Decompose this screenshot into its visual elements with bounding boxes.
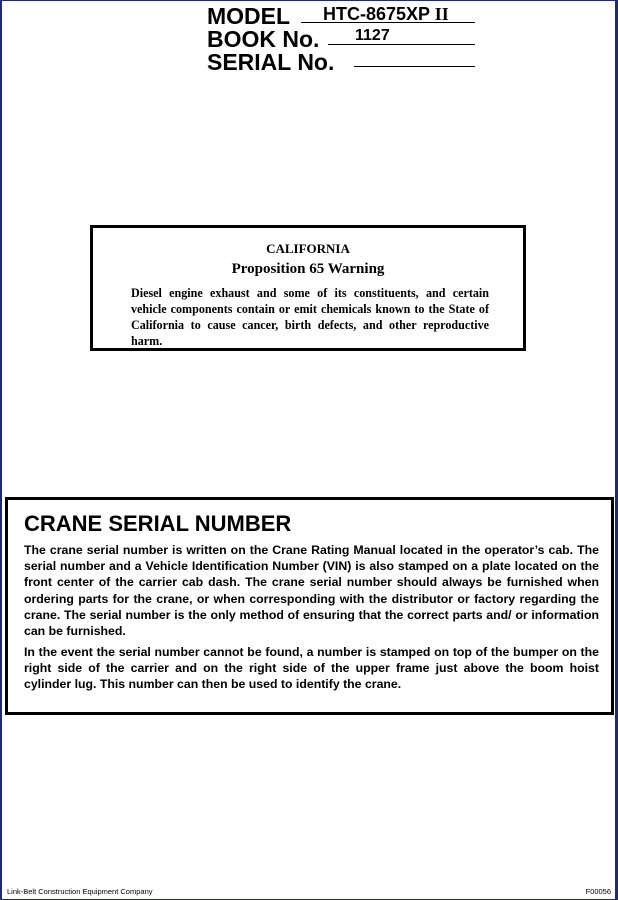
footer-code: F00056 [585, 887, 611, 896]
prop65-subtitle: Proposition 65 Warning [231, 261, 385, 277]
model-value [323, 4, 449, 25]
prop65-body: Diesel engine exhaust and some of its constituents, and certain vehicle components contain or emit chemicals known to the State of California to cause cancer, birth defects, and other reproductive harm. [131, 286, 489, 348]
prop65-title: CALIFORNIA [266, 241, 350, 256]
crane-serial-number-box [5, 497, 614, 715]
model-suffix: II [434, 4, 449, 24]
crane-serial-heading: CRANE SERIAL NUMBER [24, 511, 292, 536]
model-label: MODEL [207, 3, 291, 29]
serial-label: SERIAL No. [207, 49, 335, 75]
footer-company: Link-Belt Construction Equipment Company [7, 887, 153, 896]
serial-row [207, 49, 334, 75]
book-value: 1127 [355, 27, 390, 44]
model-number: HTC-8675XP [323, 4, 430, 24]
crane-serial-paragraph-1: The crane serial number is written on the Crane Rating Manual located in the operator’s cab. The serial number and a Vehicle Identification Number (VIN) is also stamped on a plate located on the front center of the carrier cab dash. The crane serial number should always be furnished when ordering parts for the crane, or when corresponding with the distributor or factory regarding the crane. The serial number is the only method of ensuring that the correct parts and/ or information can be furnished. [24, 543, 599, 639]
prop65-warning-box [90, 225, 526, 351]
crane-serial-paragraph-2: In the event the serial number cannot be found, a number is stamped on top of the bumper on the right side of the carrier and on the right side of the upper frame just above the boom hoist cylinder lug. This number can then be used to identify the crane. [24, 645, 599, 692]
book-label: BOOK No. [207, 26, 320, 52]
serial-underline [354, 66, 475, 67]
book-underline [328, 44, 475, 45]
